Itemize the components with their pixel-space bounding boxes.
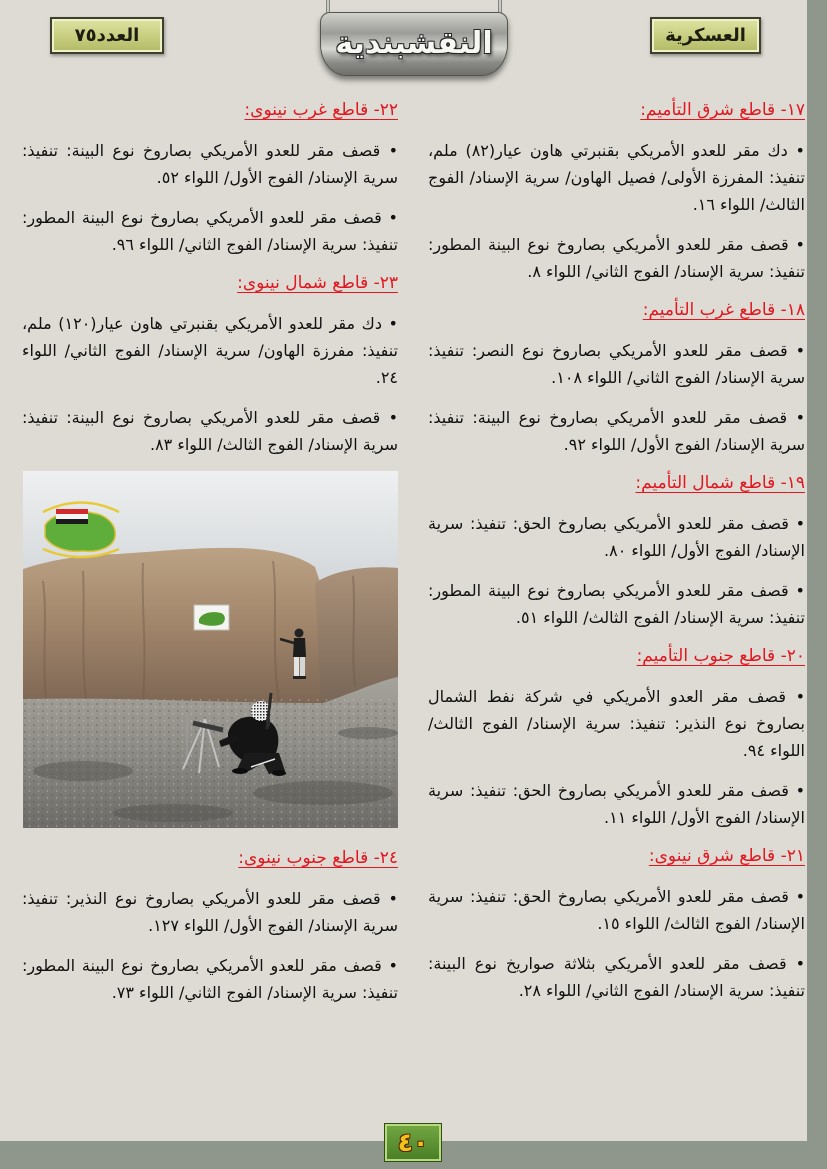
report-item: • قصف مقر للعدو الأمريكي بصاروخ الحق: تنفيذ: سرية الإسناد/ الفوج الثالث/ اللواء ١٥. [428,887,805,933]
sector-heading: ٢٢- قاطع غرب نينوى: [244,100,398,120]
report-item: • قصف مقر للعدو الأمريكي بصاروخ نوع البينة: تنفيذ: سرية الإسناد/ الفوج الأول/ اللواء ٩٢. [428,408,805,454]
sector-18 [428,298,805,458]
field-photo-scene [23,471,398,828]
sector-heading: ١٩- قاطع شمال التأميم: [635,473,805,493]
report-item: • دك مقر للعدو الأمريكي بقنبرتي هاون عيار(٨٢) ملم، تنفيذ: المفرزة الأولى/ فصيل الهاون/ سرية الإسناد/ الفوج الثالث/ اللواء ١٦. [428,141,805,214]
photo-earth-wall [23,548,325,711]
report-item: • دك مقر للعدو الأمريكي بقنبرتي هاون عيار(١٢٠) ملم، تنفيذ: مفرزة الهاون/ سرية الإسناد/ الفوج الثاني/ اللواء ٢٤. [22,314,398,387]
sector-23 [22,271,398,458]
left-column [22,98,398,1019]
masthead-title: النقشبندية [335,26,493,61]
sector-20 [428,644,805,831]
report-item: • قصف مقر العدو الأمريكي في شركة نفط الشمال بصاروخ نوع النذير: تنفيذ: سرية الإسناد/ الفوج الثالث/ اللواء ٩٤. [428,687,805,760]
section-name-badge [650,17,761,54]
report-item: • قصف مقر للعدو الأمريكي بصاروخ نوع البينة المطور: تنفيذ: سرية الإسناد/ الفوج الثاني/ اللواء ٩٦. [22,208,398,254]
photo-wall-banner [194,605,229,630]
masthead-plate [320,12,508,76]
sector-22 [22,98,398,258]
report-item: • قصف مقر للعدو الأمريكي بصاروخ الحق: تنفيذ: سرية الإسناد/ الفوج الأول/ اللواء ٨٠. [428,514,805,560]
report-item: • قصف مقر للعدو الأمريكي بصاروخ نوع البينة: تنفيذ: سرية الإسناد/ الفوج الثالث/ اللواء ٨٣. [22,408,398,454]
page-number-badge [385,1124,441,1161]
sector-heading: ٢٠- قاطع جنوب التأميم: [636,646,805,666]
sector-heading: ١٧- قاطع شرق التأميم: [640,100,805,120]
issue-number-label: العدد٧٥ [74,25,140,46]
sector-heading: ١٨- قاطع غرب التأميم: [642,300,805,320]
sector-heading: ٢٤- قاطع جنوب نينوى: [238,848,398,868]
sector-heading: ٢١- قاطع شرق نينوى: [648,846,805,866]
field-photo [23,471,398,828]
right-column [428,98,805,1017]
report-item: • قصف مقر للعدو الأمريكي بثلاثة صواريخ نوع البينة: تنفيذ: سرية الإسناد/ الفوج الثاني/ اللواء ٢٨. [428,954,805,1000]
report-item: • قصف مقر للعدو الأمريكي بصاروخ نوع البينة: تنفيذ: سرية الإسناد/ الفوج الأول/ اللواء ٥٢. [22,141,398,187]
issue-number-badge [50,17,164,54]
sector-heading: ٢٣- قاطع شمال نينوى: [237,273,398,293]
report-item: • قصف مقر للعدو الأمريكي بصاروخ نوع البينة المطور: تنفيذ: سرية الإسناد/ الفوج الثاني/ اللواء ٨. [428,235,805,281]
sector-24 [22,846,398,1006]
sector-19 [428,471,805,631]
report-item: • قصف مقر للعدو الأمريكي بصاروخ نوع البينة المطور: تنفيذ: سرية الإسناد/ الفوج الثالث/ اللواء ٥١. [428,581,805,627]
report-item: • قصف مقر للعدو الأمريكي بصاروخ نوع البينة المطور: تنفيذ: سرية الإسناد/ الفوج الثاني/ اللواء ٧٣. [22,956,398,1002]
report-item: • قصف مقر للعدو الأمريكي بصاروخ الحق: تنفيذ: سرية الإسناد/ الفوج الأول/ اللواء ١١. [428,781,805,827]
sector-21 [428,844,805,1004]
report-item: • قصف مقر للعدو الأمريكي بصاروخ نوع النصر: تنفيذ: سرية الإسناد/ الفوج الثاني/ اللواء ١٠٨. [428,341,805,387]
sector-17 [428,98,805,285]
section-name-label: العسكرية [665,25,746,46]
magazine-masthead-logo [320,0,508,82]
page-number: ٤٠ [397,1127,429,1157]
report-item: • قصف مقر للعدو الأمريكي بصاروخ نوع النذير: تنفيذ: سرية الإسناد/ الفوج الأول/ اللواء ١٢٧. [22,889,398,935]
page-frame-right [807,0,827,1169]
